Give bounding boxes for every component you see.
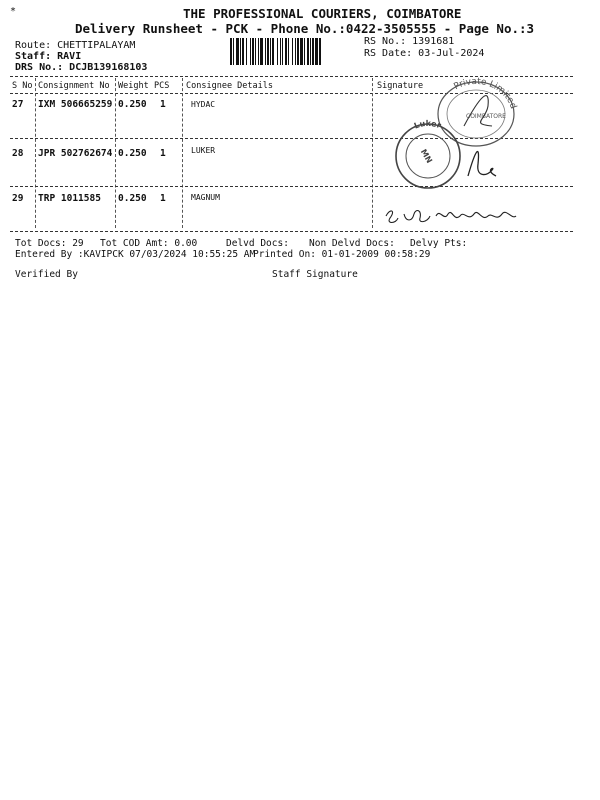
col-sep — [182, 78, 183, 228]
barcode-bar — [300, 38, 303, 65]
printed-on: Printed On: 01-01-2009 00:58:29 — [253, 249, 431, 260]
row-29-sno: 29 — [12, 193, 24, 204]
barcode-bar — [280, 38, 281, 65]
barcode-bar — [242, 38, 244, 65]
barcode-bar — [267, 38, 269, 65]
row-28-sno: 28 — [12, 148, 24, 159]
row-27-consignee: HYDAC — [191, 100, 216, 109]
barcode-bar — [252, 38, 254, 65]
company-name: THE PROFESSIONAL COURIERS, COIMBATORE — [183, 6, 462, 21]
barcode-bar — [240, 38, 241, 65]
barcode-bar — [319, 38, 321, 65]
barcode-bar — [230, 38, 232, 65]
non-delivered-docs: Non Delvd Docs: — [309, 238, 395, 249]
col-header-consignment: Consignment No — [38, 81, 110, 91]
col-header-consignee: Consignee Details — [186, 81, 273, 91]
barcode-bar — [307, 38, 309, 65]
staff-label: Staff: RAVI — [15, 51, 82, 62]
luker-stamp-inner-text: MN — [418, 147, 434, 165]
row-29-consignee: MAGNUM — [191, 193, 220, 202]
table-bottom-rule — [10, 231, 573, 232]
total-cod-amount: Tot COD Amt: 0.00 — [100, 238, 198, 249]
row-29-consignment: TRP 1011585 — [38, 193, 101, 204]
row-29-weight: 0.250 — [118, 193, 147, 204]
barcode-bar — [315, 38, 318, 65]
barcode-bar — [250, 38, 251, 65]
barcode-bar — [282, 38, 283, 65]
barcode-bar — [236, 38, 239, 65]
barcode-bar — [297, 38, 299, 65]
delivered-docs: Delvd Docs: — [226, 238, 289, 249]
barcode-bar — [285, 38, 287, 65]
luker-signature-scribble — [462, 140, 502, 184]
col-sep — [372, 78, 373, 228]
route-label: Route: CHETTIPALAYAM — [15, 40, 136, 51]
rs-date: RS Date: 03-Jul-2024 — [364, 48, 485, 59]
row-27-consignment: IXM 506665259 — [38, 99, 113, 110]
barcode-bar — [258, 38, 259, 65]
row-28-consignee: LUKER — [191, 146, 216, 155]
col-header-pcs: PCS — [154, 81, 170, 91]
barcode-bar — [312, 38, 314, 65]
row-28-consignment: JPR 502762674 — [38, 148, 113, 159]
hydac-stamp-inner-text: COIMBATORE — [466, 113, 506, 120]
barcode-bar — [270, 38, 271, 65]
row-28-weight: 0.250 — [118, 148, 147, 159]
barcode-bar — [255, 38, 256, 65]
barcode-bar — [233, 38, 234, 65]
verified-by-label: Verified By — [15, 269, 78, 280]
barcode — [230, 38, 358, 65]
col-sep — [115, 78, 116, 228]
drs-number: DRS No.: DCJB139168103 — [15, 62, 148, 73]
col-header-signature: Signature — [377, 81, 424, 91]
barcode-bar — [304, 38, 305, 65]
row-27-sno: 27 — [12, 99, 24, 110]
col-sep — [35, 78, 36, 228]
barcode-bar — [292, 38, 293, 65]
row-27-pcs: 1 — [160, 99, 166, 110]
total-docs: Tot Docs: 29 — [15, 238, 84, 249]
barcode-bar — [310, 38, 311, 65]
barcode-bar — [265, 38, 266, 65]
runsheet-title: Delivery Runsheet - PCK - Phone No.:0422-3505555 - Page No.:3 — [75, 21, 535, 36]
hydac-stamp-outer-text: Private Limited — [452, 76, 518, 111]
luker-company-stamp — [388, 116, 468, 196]
row-27-weight: 0.250 — [118, 99, 147, 110]
barcode-bar — [277, 38, 278, 65]
barcode-bar — [246, 38, 247, 65]
barcode-bar — [260, 38, 263, 65]
col-header-weight: Weight — [118, 81, 149, 91]
corner-mark: * — [10, 6, 17, 17]
staff-signature-label: Staff Signature — [272, 269, 358, 280]
barcode-bar — [288, 38, 289, 65]
rs-number: RS No.: 1391681 — [364, 36, 455, 47]
entered-by: Entered By :KAVIPCK 07/03/2024 10:55:25 AM — [15, 249, 256, 260]
luker-stamp-outer-text: Luker — [412, 118, 443, 131]
magnum-handwritten-signature — [382, 204, 522, 230]
row-rule — [10, 186, 573, 187]
row-28-pcs: 1 — [160, 148, 166, 159]
barcode-bar — [295, 38, 296, 65]
col-header-sno: S No — [12, 81, 33, 91]
row-29-pcs: 1 — [160, 193, 166, 204]
barcode-bar — [272, 38, 274, 65]
delivery-points: Delvy Pts: — [410, 238, 468, 249]
